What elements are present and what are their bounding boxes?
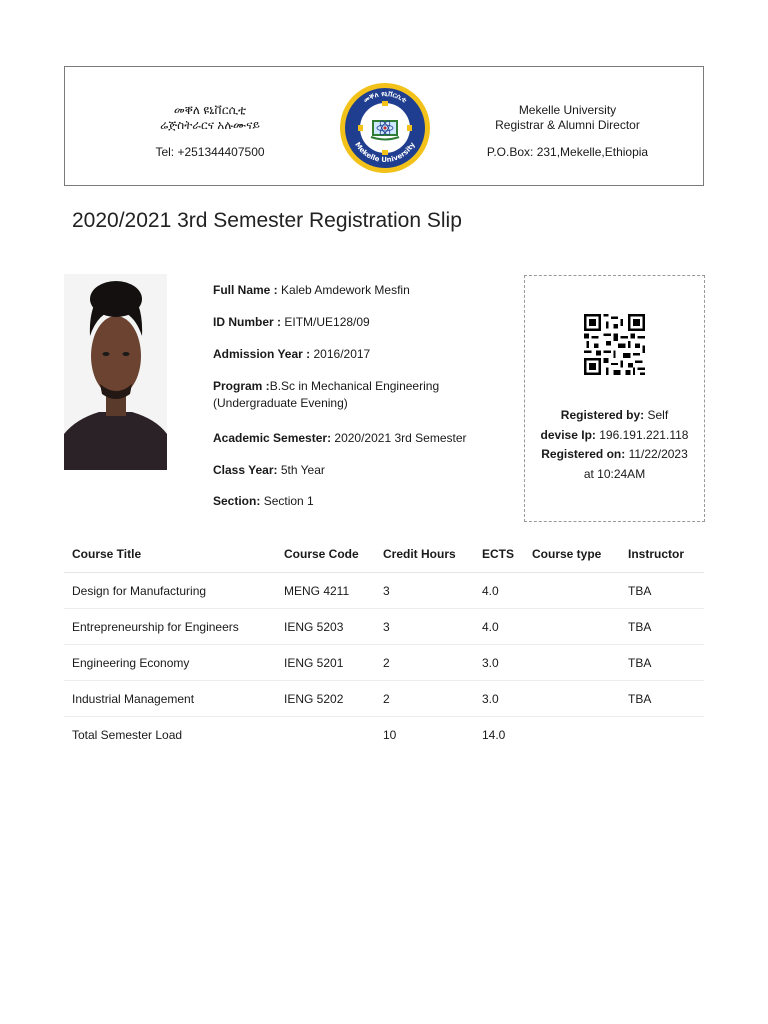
- registration-box: [524, 275, 705, 522]
- po-box: P.O.Box: 231,Mekelle,Ethiopia: [486, 145, 649, 159]
- course-code: IENG 5203: [276, 609, 375, 645]
- program-label: Program :: [213, 379, 270, 393]
- device-ip-value: 196.191.221.118: [599, 427, 689, 442]
- registration-details: [525, 406, 704, 483]
- registered-by-row: [525, 406, 704, 426]
- id-number-row: [213, 314, 513, 331]
- total-credit-hours: 10: [383, 727, 397, 742]
- registered-on-label: Registered on:: [541, 447, 626, 461]
- qr-code-icon: [584, 314, 645, 375]
- registered-by-label: Registered by:: [560, 408, 645, 422]
- id-number-value: EITM/UE128/09: [284, 315, 370, 329]
- ects: 4.0: [474, 609, 524, 645]
- ects: 3.0: [474, 681, 524, 717]
- section-row: [213, 493, 513, 510]
- registrar-title: Registrar & Alumni Director: [495, 118, 640, 132]
- admission-year-label: Admission Year :: [213, 347, 311, 361]
- column-header: Course Code: [276, 536, 375, 573]
- total-instructor: [620, 717, 704, 753]
- credit-hours: 2: [375, 645, 474, 681]
- table-row: [64, 645, 704, 681]
- letterhead-left: [105, 103, 315, 160]
- course-type: [524, 681, 620, 717]
- class-year-label: Class Year:: [213, 463, 278, 477]
- admission-year-value: 2016/2017: [313, 347, 371, 361]
- total-ects: 14.0: [482, 727, 506, 742]
- table-row: [64, 681, 704, 717]
- instructor: TBA: [620, 681, 704, 717]
- credit-hours: 3: [375, 573, 474, 609]
- device-ip-label: devise Ip:: [540, 427, 596, 442]
- university-name: Mekelle University: [518, 103, 617, 117]
- courses-table: [64, 536, 704, 752]
- program-row: [213, 378, 513, 412]
- university-name-amharic: መቐለ ዩኒቨርሲቲ: [173, 103, 247, 117]
- column-header: Course Title: [64, 536, 276, 573]
- telephone: Tel: +251344407500: [155, 145, 265, 159]
- svg-text:መቐለ ዩኒቨርሲቲ: መቐለ ዩኒቨርሲቲ: [361, 89, 409, 105]
- course-title: Design for Manufacturing: [64, 573, 276, 609]
- academic-semester-label: Academic Semester:: [213, 431, 332, 445]
- credit-hours: 2: [375, 681, 474, 717]
- credit-hours: 3: [375, 609, 474, 645]
- column-header: Credit Hours: [375, 536, 474, 573]
- letterhead-right: [465, 103, 670, 160]
- registered-time: at 10:24AM: [583, 466, 646, 481]
- course-code: IENG 5202: [276, 681, 375, 717]
- section-label: Section:: [213, 494, 261, 508]
- program-value: B.Sc in Mechanical Engineering: [269, 379, 440, 393]
- device-ip-row: [525, 426, 704, 446]
- academic-semester-value: 2020/2021 3rd Semester: [334, 431, 467, 445]
- ects: 3.0: [474, 645, 524, 681]
- total-course-type: [524, 717, 620, 753]
- instructor: TBA: [620, 609, 704, 645]
- program-value-line2: (Undergraduate Evening): [213, 396, 348, 410]
- ects: 4.0: [474, 573, 524, 609]
- class-year-value: 5th Year: [280, 463, 325, 477]
- instructor: TBA: [620, 573, 704, 609]
- registered-by-value: Self: [647, 408, 669, 422]
- total-code: [276, 717, 375, 753]
- total-row: [64, 717, 704, 753]
- column-header: Instructor: [620, 536, 704, 573]
- student-photo: [64, 274, 167, 470]
- instructor: TBA: [620, 645, 704, 681]
- table-row: [64, 573, 704, 609]
- table-row: [64, 609, 704, 645]
- table-header-row: [64, 536, 704, 573]
- course-type: [524, 645, 620, 681]
- column-header: ECTS: [474, 536, 524, 573]
- svg-text:Mekelle University: Mekelle University: [353, 140, 417, 165]
- registered-on-row: [525, 445, 704, 465]
- registrar-amharic: ሬጅስትራርና አሉሙናይ: [160, 118, 260, 132]
- column-header: Course type: [524, 536, 620, 573]
- registered-on-value: 11/22/2023: [628, 447, 688, 461]
- page-title: 2020/2021 3rd Semester Registration Slip: [72, 209, 462, 232]
- university-logo: [339, 82, 431, 174]
- academic-semester-row: [213, 430, 513, 447]
- course-type: [524, 573, 620, 609]
- full-name-value: Kaleb Amdework Mesfin: [281, 283, 410, 297]
- letterhead: [64, 66, 704, 186]
- section-value: Section 1: [263, 494, 314, 508]
- full-name-label: Full Name :: [213, 283, 278, 297]
- course-title: Engineering Economy: [64, 645, 276, 681]
- total-label: Total Semester Load: [72, 727, 183, 742]
- id-number-label: ID Number :: [213, 315, 282, 329]
- course-title: Industrial Management: [64, 681, 276, 717]
- course-code: IENG 5201: [276, 645, 375, 681]
- full-name-row: [213, 282, 513, 299]
- course-type: [524, 609, 620, 645]
- admission-year-row: [213, 346, 513, 363]
- course-title: Entrepreneurship for Engineers: [64, 609, 276, 645]
- course-code: MENG 4211: [276, 573, 375, 609]
- class-year-row: [213, 462, 513, 479]
